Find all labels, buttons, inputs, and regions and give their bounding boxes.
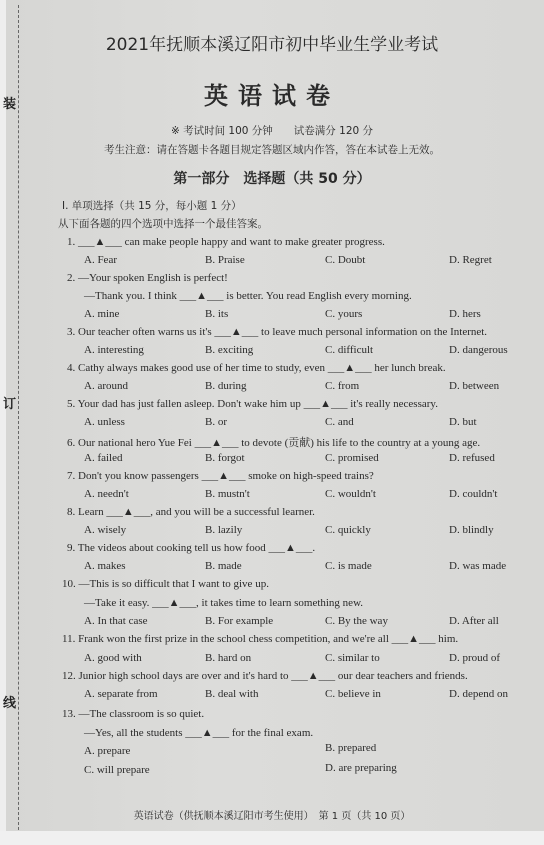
question-line: C. promised [325, 452, 379, 464]
question-line: C. is made [325, 560, 372, 572]
page-footer: 英语试卷（供抚顺本溪辽阳市考生使用） 第 1 页（共 10 页） [133, 811, 411, 822]
question-line: C. Doubt [325, 254, 366, 266]
section-title: Ⅰ. 单项选择（共 15 分，每小题 1 分） [62, 200, 242, 212]
question-line: A. unless [84, 416, 125, 428]
question-line: B. prepared [325, 742, 377, 754]
question-line: C. from [325, 380, 360, 392]
question-line: B. lazily [205, 524, 243, 536]
question-line: B. made [205, 560, 242, 572]
question-line: A. interesting [84, 344, 144, 356]
question-line: D. proud of [449, 652, 501, 664]
binding-mark: 线 [3, 696, 17, 711]
question-line: B. For example [205, 615, 274, 627]
question-line: D. Regret [449, 254, 492, 266]
question-line: 1. ___▲___ can make people happy and want to make greater progress. [67, 236, 385, 248]
question-line: A. prepare [84, 745, 131, 757]
question-line: A. Fear [84, 254, 117, 266]
question-line: A. good with [84, 652, 142, 664]
question-line: B. mustn't [205, 488, 250, 500]
question-line: D. between [449, 380, 500, 392]
question-line: B. during [205, 380, 247, 392]
question-line: 2. —Your spoken English is perfect! [67, 272, 228, 284]
question-line: B. deal with [205, 688, 259, 700]
question-line: C. quickly [325, 524, 371, 536]
question-line: D. depend on [449, 688, 508, 700]
question-line: D. hers [449, 308, 481, 320]
question-line: D. was made [449, 560, 507, 572]
question-line: —Yes, all the students ___▲___ for the final exam. [84, 727, 314, 739]
binding-mark: 订 [3, 397, 17, 412]
question-line: 5. Your dad has just fallen asleep. Don't wake him up ___▲___ it's really necessary. [67, 398, 438, 410]
bottom-margin [0, 831, 544, 845]
question-line: 7. Don't you know passengers ___▲___ smoke on high-speed trains? [67, 470, 374, 482]
question-line: 6. Our national hero Yue Fei ___▲___ to devote (贡献) his life to the country at a young age. [67, 437, 481, 449]
question-line: C. yours [325, 308, 363, 320]
binding-mark: 装 [3, 97, 17, 112]
question-line: C. and [325, 416, 354, 428]
question-line: 9. The videos about cooking tell us how food ___▲___. [67, 542, 316, 554]
question-line: D. After all [449, 615, 499, 627]
question-line: 13. —The classroom is so quiet. [62, 708, 205, 720]
question-line: 12. Junior high school days are over and it's hard to ___▲___ our dear teachers and friends. [62, 670, 468, 682]
question-line: A. failed [84, 452, 123, 464]
question-line: D. refused [449, 452, 495, 464]
part-title: 第一部分 选择题（共 50 分） [173, 171, 371, 187]
question-line: —Take it easy. ___▲___, it takes time to learn something new. [84, 597, 364, 609]
question-line: B. exciting [205, 344, 254, 356]
question-line: A. wisely [84, 524, 127, 536]
question-line: D. are preparing [325, 762, 397, 774]
question-line: B. forgot [205, 452, 245, 464]
question-line: D. but [449, 416, 477, 428]
question-line: B. Praise [205, 254, 245, 266]
exam-title: 2021年抚顺本溪辽阳市初中毕业生学业考试 [105, 35, 439, 55]
question-line: A. makes [84, 560, 126, 572]
question-line: D. couldn't [449, 488, 498, 500]
paper-title: 英语试卷 [204, 82, 340, 110]
question-line: A. In that case [84, 615, 148, 627]
notice: 考生注意：请在答题卡各题目规定答题区域内作答，答在本试卷上无效。 [104, 144, 440, 156]
question-line: C. wouldn't [325, 488, 376, 500]
question-line: A. around [84, 380, 128, 392]
question-line: C. similar to [325, 652, 380, 664]
instruction: 从下面各题的四个选项中选择一个最佳答案。 [58, 218, 268, 230]
question-line: C. difficult [325, 344, 374, 356]
question-line: 11. Frank won the first prize in the school chess competition, and we're all ___▲___ him. [62, 633, 459, 645]
question-line: B. its [205, 308, 229, 320]
question-line: 10. —This is so difficult that I want to give up. [62, 578, 269, 590]
question-line: C. will prepare [84, 764, 150, 776]
question-line: D. blindly [449, 524, 494, 536]
question-line: 8. Learn ___▲___, and you will be a successful learner. [67, 506, 315, 518]
time-info: ※ 考试时间 100 分钟 试卷满分 120 分 [170, 125, 374, 137]
question-line: A. needn't [84, 488, 129, 500]
question-line: C. By the way [325, 615, 388, 627]
question-line: 4. Cathy always makes good use of her time to study, even ___▲___ her lunch break. [67, 362, 446, 374]
question-line: D. dangerous [449, 344, 508, 356]
question-line: B. or [205, 416, 227, 428]
question-line: A. mine [84, 308, 120, 320]
question-line: 3. Our teacher often warns us it's ___▲___ to leave much personal information on the Internet. [67, 326, 488, 338]
question-line: —Thank you. I think ___▲___ is better. You read English every morning. [84, 290, 412, 302]
question-line: A. separate from [84, 688, 158, 700]
question-line: C. believe in [325, 688, 381, 700]
question-line: B. hard on [205, 652, 252, 664]
